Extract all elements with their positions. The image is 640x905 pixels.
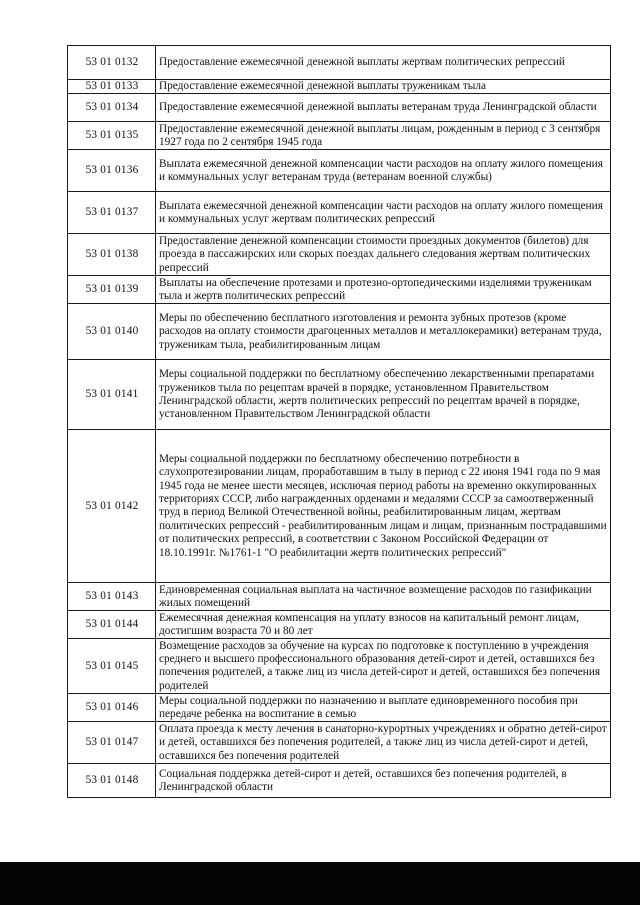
row-description: Предоставление ежемесячной денежной выплаты жертвам политических репрессий [156, 46, 611, 80]
row-code: 53 01 0135 [68, 122, 156, 150]
row-description: Предоставление денежной компенсации стоимости проездных документов (билетов) для проезда в пассажирских или скорых поездах дальнего следования жертвам политических репрессий [156, 234, 611, 276]
row-description: Ежемесячная денежная компенсация на уплату взносов на капитальный ремонт лицам, достигшим возраста 70 и 80 лет [156, 611, 611, 639]
row-code: 53 01 0137 [68, 192, 156, 234]
row-description: Выплаты на обеспечение протезами и протезно-ортопедическими изделиями труженикам тыла и жертв политических репрессий [156, 276, 611, 304]
row-code: 53 01 0141 [68, 360, 156, 430]
table-row [68, 234, 611, 276]
row-code: 53 01 0139 [68, 276, 156, 304]
table-row [68, 80, 611, 94]
table-row [68, 276, 611, 304]
row-description: Предоставление ежемесячной денежной выплаты труженикам тыла [156, 80, 611, 94]
table-row [68, 583, 611, 611]
row-code: 53 01 0143 [68, 583, 156, 611]
row-description: Оплата проезда к месту лечения в санаторно-курортных учреждениях и обратно детей-сирот и детей, оставшихся без попечения родителей, а также лиц из числа детей-сирот и детей, оставшихся без попечения родителей [156, 722, 611, 764]
row-code: 53 01 0140 [68, 304, 156, 360]
table-row [68, 694, 611, 722]
row-description: Социальная поддержка детей-сирот и детей, оставшихся без попечения родителей, в Ленинградской области [156, 764, 611, 798]
scan-bottom-border [0, 862, 640, 905]
row-description: Выплата ежемесячной денежной компенсации части расходов на оплату жилого помещения и коммунальных услуг жертвам политических репрессий [156, 192, 611, 234]
row-code: 53 01 0144 [68, 611, 156, 639]
row-description: Предоставление ежемесячной денежной выплаты лицам, рожденным в период с 3 сентября 1927 года по 2 сентября 1945 года [156, 122, 611, 150]
table-row [68, 192, 611, 234]
row-code: 53 01 0132 [68, 46, 156, 80]
row-description: Выплата ежемесячной денежной компенсации части расходов на оплату жилого помещения и коммунальных услуг ветеранам труда (ветеранам военной службы) [156, 150, 611, 192]
row-description: Возмещение расходов за обучение на курсах по подготовке к поступлению в учреждения среднего и высшего профессионального образования детей-сирот и детей, оставшихся без попечения родителей, а также лиц из числа детей-сирот и детей, оставшихся без попечения родителей [156, 639, 611, 694]
table-row [68, 46, 611, 80]
table-row [68, 611, 611, 639]
budget-codes-table [67, 45, 611, 798]
row-code: 53 01 0148 [68, 764, 156, 798]
row-code: 53 01 0138 [68, 234, 156, 276]
row-code: 53 01 0134 [68, 94, 156, 122]
row-code: 53 01 0146 [68, 694, 156, 722]
table-row [68, 639, 611, 694]
row-description: Меры социальной поддержки по назначению и выплате единовременного пособия при передаче ребенка на воспитание в семью [156, 694, 611, 722]
table-body [68, 46, 611, 798]
row-code: 53 01 0147 [68, 722, 156, 764]
row-description: Меры социальной поддержки по бесплатному обеспечению лекарственными препаратами тружеников тыла по рецептам врачей в порядке, установленном Правительством Ленинградской области, жертв политических репрессий по рецептам врачей в порядке, установленном Правительством Ленинградской области [156, 360, 611, 430]
row-description: Меры по обеспечению бесплатного изготовления и ремонта зубных протезов (кроме расходов на оплату стоимости драгоценных металлов и металлокерамики) ветеранам труда, труженикам тыла, реабилитированным лицам [156, 304, 611, 360]
row-code: 53 01 0142 [68, 430, 156, 583]
table-row [68, 430, 611, 583]
table-row [68, 94, 611, 122]
row-code: 53 01 0136 [68, 150, 156, 192]
table-row [68, 122, 611, 150]
table-row [68, 150, 611, 192]
table-row [68, 764, 611, 798]
table-row [68, 722, 611, 764]
row-description: Меры социальной поддержки по бесплатному обеспечению потребности в слухопротезировании лицам, проработавшим в тылу в период с 22 июня 1941 года по 9 мая 1945 года не менее шести месяцев, исключая период работы на временно оккупированных территориях СССР, либо награжденных орденами и медалями СССР за самоотверженный труд в период Великой Отечественной войны, реабилитированным лицам, жертвам политических репрессий - реабилитированным лицам и лицам, признанным пострадавшими от политических репрессий, в соответствии с Законом Российской Федерации от 18.10.1991г. №1761-1 "О реабилитации жертв политических репрессий" [156, 430, 611, 583]
row-code: 53 01 0145 [68, 639, 156, 694]
table-row [68, 304, 611, 360]
row-code: 53 01 0133 [68, 80, 156, 94]
row-description: Предоставление ежемесячной денежной выплаты ветеранам труда Ленинградской области [156, 94, 611, 122]
row-description: Единовременная социальная выплата на частичное возмещение расходов по газификации жилых помещений [156, 583, 611, 611]
table-row [68, 360, 611, 430]
